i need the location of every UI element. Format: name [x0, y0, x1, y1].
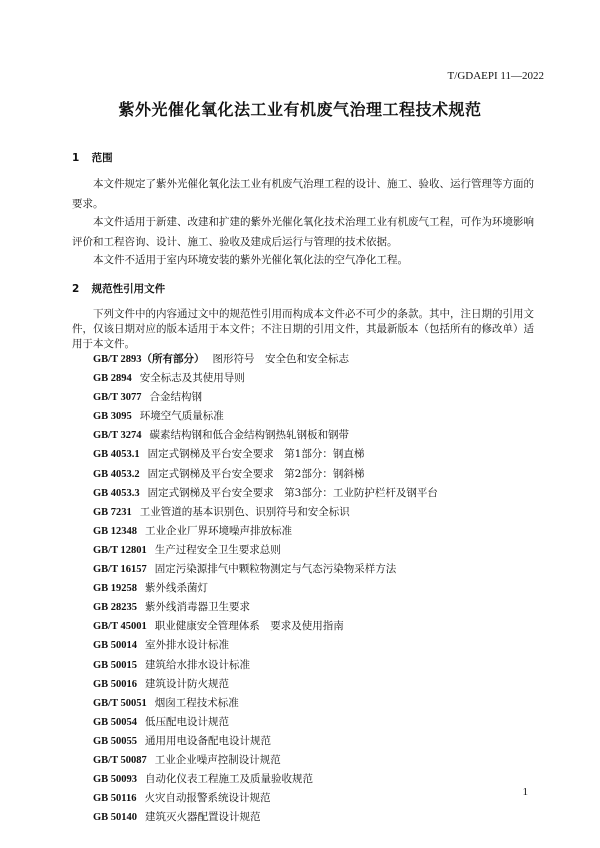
reference-item	[93, 370, 438, 389]
reference-code: GB 50116	[93, 793, 137, 805]
section-2-heading	[72, 281, 165, 296]
reference-item	[93, 676, 438, 695]
reference-code: GB 4053.2	[93, 468, 140, 480]
reference-name: 建筑设计防火规范	[145, 677, 230, 690]
reference-code: GB/T 12801	[93, 544, 147, 556]
reference-item	[93, 485, 438, 504]
reference-item	[93, 637, 438, 656]
section-2-title: 规范性引用文件	[91, 283, 166, 295]
section-2-number: 2	[72, 283, 80, 295]
scope-paragraph-1: 本文件规定了紫外光催化氧化法工业有机废气治理工程的设计、施工、验收、运行管理等方面的要求。	[72, 178, 534, 210]
reference-name: 低压配电设计规范	[145, 715, 230, 728]
reference-item	[93, 542, 438, 561]
reference-code: GB/T 3274	[93, 430, 142, 442]
reference-item	[93, 752, 438, 771]
reference-name: 工业企业厂界环境噪声排放标准	[145, 524, 293, 537]
reference-name: 紫外线消毒器卫生要求	[145, 601, 251, 614]
section-1-title: 范围	[91, 152, 113, 164]
reference-name: 安全标志及其使用导则	[139, 372, 245, 385]
reference-item	[93, 657, 438, 676]
reference-item	[93, 790, 438, 809]
page-number: 1	[522, 786, 528, 798]
section-1-heading	[72, 150, 113, 165]
reference-name: 碳素结构钢和低合金结构钢热轧钢板和钢带	[149, 429, 350, 442]
reference-code: GB 50093	[93, 774, 138, 786]
reference-item	[93, 466, 438, 485]
reference-name: 建筑灭火器配置设计规范	[145, 811, 261, 824]
reference-name: 职业健康安全管理体系 要求及使用指南	[154, 620, 344, 633]
reference-code: GB 28235	[93, 602, 138, 614]
reference-code: GB 19258	[93, 583, 138, 595]
reference-item	[93, 695, 438, 714]
reference-name: 图形符号 安全色和安全标志	[212, 353, 350, 365]
reference-item	[93, 504, 438, 523]
scope-paragraph-2: 本文件适用于新建、改建和扩建的紫外光催化氧化技术治理工业有机废气工程，可作为环境影响评价和工程咨询、设计、施工、验收及建成后运行与管理的技术依据。	[72, 216, 534, 248]
reference-item	[93, 561, 438, 580]
section-1-number: 1	[72, 152, 80, 164]
reference-name: 紫外线杀菌灯	[145, 582, 209, 595]
reference-code: GB/T 50087	[93, 754, 147, 766]
reference-code: GB 3095	[93, 411, 132, 423]
reference-item	[93, 809, 438, 828]
document-title: 紫外光催化氧化法工业有机废气治理工程技术规范	[118, 100, 482, 119]
reference-code: GB 7231	[93, 506, 132, 518]
reference-code: GB/T 45001	[93, 621, 147, 633]
reference-item	[93, 714, 438, 733]
scope-paragraph-3: 本文件不适用于室内环境安装的紫外光催化氧化法的空气净化工程。	[93, 254, 408, 266]
reference-item	[93, 389, 438, 408]
reference-code: GB 2894	[93, 373, 132, 385]
reference-item	[93, 408, 438, 427]
reference-code: GB 50014	[93, 640, 138, 652]
reference-name: 工业管道的基本识别色、识别符号和安全标识	[139, 505, 350, 518]
reference-name: 建筑给水排水设计标准	[145, 658, 251, 671]
reference-name: 固定式钢梯及平台安全要求 第1部分：钢直梯	[147, 448, 365, 461]
reference-code: GB 50054	[93, 716, 138, 728]
reference-name: 工业企业噪声控制设计规范	[154, 753, 281, 766]
reference-item	[93, 733, 438, 752]
reference-item	[93, 618, 438, 637]
reference-item	[93, 599, 438, 618]
reference-code: GB/T 3077	[93, 392, 142, 404]
reference-code: GB 4053.3	[93, 487, 140, 499]
reference-code: GB/T 50051	[93, 697, 147, 709]
reference-name: 环境空气质量标准	[139, 410, 224, 423]
reference-code: GB 50015	[93, 659, 138, 671]
reference-code: GB 50140	[93, 812, 138, 824]
reference-item	[93, 446, 438, 465]
reference-name: 固定式钢梯及平台安全要求 第2部分：钢斜梯	[147, 467, 365, 480]
reference-name: 火灾自动报警系统设计规范	[144, 792, 271, 805]
reference-name: 固定式钢梯及平台安全要求 第3部分：工业防护栏杆及钢平台	[147, 486, 438, 499]
references-intro: 下列文件中的内容通过文中的规范性引用而构成本文件必不可少的条款。其中，注日期的引用文件，仅该日期对应的版本适用于本文件；不注日期的引用文件，其最新版本（包括所有的修改单）适用于本文件。	[72, 308, 534, 350]
reference-name: 固定污染源排气中颗粒物测定与气态污染物采样方法	[154, 563, 397, 576]
reference-item	[93, 580, 438, 599]
reference-name: 生产过程安全卫生要求总则	[154, 543, 281, 556]
reference-name: 自动化仪表工程施工及质量验收规范	[145, 773, 314, 786]
reference-item	[93, 427, 438, 446]
reference-name: 室外排水设计标准	[145, 639, 230, 652]
document-code: T/GDAEPI 11—2022	[447, 70, 544, 82]
reference-code: GB 50016	[93, 678, 138, 690]
reference-list	[93, 351, 438, 828]
reference-code: GB/T 2893（所有部分）	[93, 354, 205, 365]
reference-name: 通用用电设备配电设计规范	[145, 734, 272, 747]
reference-name: 合金结构钢	[149, 391, 203, 404]
reference-item	[93, 523, 438, 542]
reference-item	[93, 351, 438, 370]
reference-code: GB 4053.1	[93, 449, 140, 461]
reference-code: GB 12348	[93, 525, 138, 537]
reference-code: GB/T 16157	[93, 564, 147, 576]
reference-name: 烟囱工程技术标准	[154, 696, 239, 709]
reference-item	[93, 771, 438, 790]
reference-code: GB 50055	[93, 735, 138, 747]
